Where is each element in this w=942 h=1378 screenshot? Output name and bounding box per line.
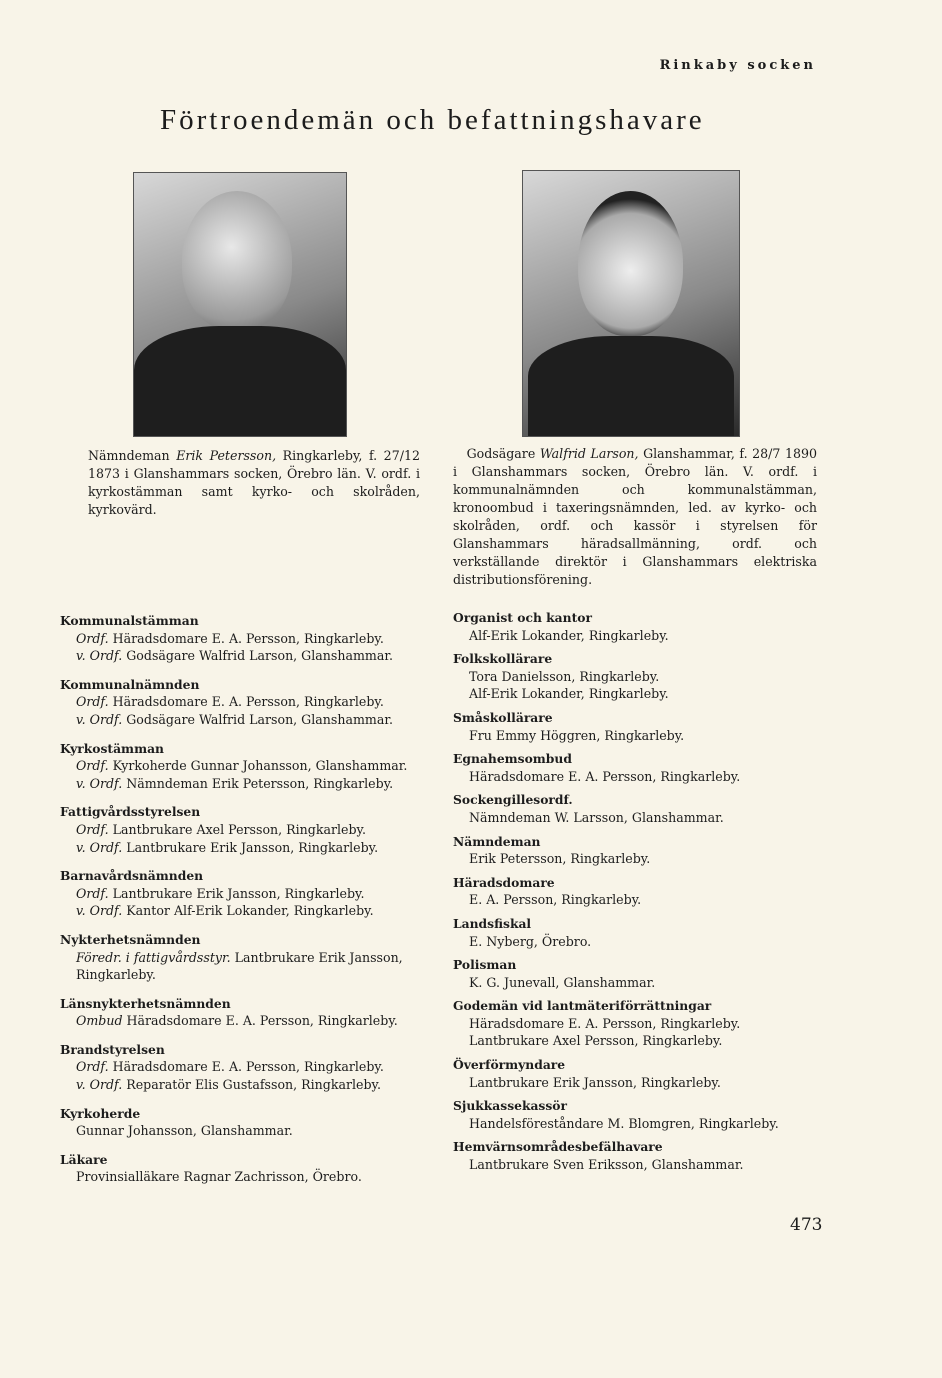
entry: [453, 809, 813, 827]
entry-text: Fru Emmy Höggren, Ringkarleby.: [469, 727, 685, 743]
entry: [453, 1015, 813, 1033]
section-heading: Egnahemsombud: [453, 751, 572, 767]
entry-text: Häradsdomare E. A. Persson, Ringkarleby.: [469, 768, 741, 784]
section: [60, 676, 428, 729]
section: [60, 995, 428, 1030]
entry-role: Ordf.: [76, 821, 109, 837]
section-heading: Godemän vid lantmäteriförrättningar: [453, 998, 712, 1014]
entry-text: Nämndeman W. Larsson, Glanshammar.: [469, 809, 724, 825]
entry: [60, 757, 428, 775]
entry: [60, 711, 428, 729]
entry-role: v. Ordf.: [76, 903, 123, 919]
section-heading: Kyrkoherde: [60, 1105, 141, 1121]
section-heading: Häradsdomare: [453, 874, 555, 890]
page-title: Förtroendemän och befattningshavare: [160, 104, 705, 136]
entry: [453, 727, 813, 745]
section: [60, 803, 428, 856]
section-heading: Läkare: [60, 1151, 108, 1167]
section: [60, 612, 428, 665]
section: [453, 915, 813, 950]
entry-text: Tora Danielsson, Ringkarleby.: [469, 668, 660, 684]
right-column-list: [453, 609, 813, 1180]
entry-text: Alf-Erik Lokander, Ringkarleby.: [469, 686, 669, 702]
entry-role: Ordf.: [76, 694, 109, 710]
entry-text: K. G. Junevall, Glanshammar.: [469, 974, 656, 990]
entry-role: v. Ordf.: [76, 1077, 123, 1093]
section-heading: Organist och kantor: [453, 610, 592, 625]
section: [453, 750, 813, 785]
section-heading: Småskollärare: [453, 709, 553, 725]
section: [453, 1097, 813, 1132]
entry: [453, 891, 813, 909]
entry-text: Lantbrukare Axel Persson, Ringkarleby.: [469, 1033, 723, 1049]
section: [453, 997, 813, 1050]
entry: [60, 630, 428, 648]
entry: [60, 821, 428, 839]
entry: [453, 668, 813, 686]
section: [60, 740, 428, 793]
section-heading: Fattigvårdsstyrelsen: [60, 804, 201, 820]
portrait-photo-walfrid-larson: [522, 170, 740, 437]
entry-text: Häradsdomare E. A. Persson, Ringkarleby.: [126, 1013, 398, 1029]
entry-text: Godsägare Walfrid Larson, Glanshammar.: [126, 711, 394, 727]
entry-text: E. A. Persson, Ringkarleby.: [469, 892, 642, 908]
section: [453, 874, 813, 909]
entry-text: Lantbrukare Erik Jansson, Ringkarleby.: [76, 949, 403, 983]
entry: [453, 1074, 813, 1092]
entry: [453, 685, 813, 703]
section-heading: Överförmyndare: [453, 1057, 566, 1073]
entry-role: Ordf.: [76, 758, 109, 774]
entry-text: Kyrkoherde Gunnar Johansson, Glanshammar.: [112, 758, 408, 774]
entry: [60, 1168, 428, 1186]
section: [60, 931, 428, 984]
section-heading: Folkskollärare: [453, 651, 553, 667]
section-heading: Polisman: [453, 957, 517, 973]
section: [60, 1041, 428, 1094]
section-heading: Nämndeman: [453, 833, 541, 849]
entry-role: v. Ordf.: [76, 711, 123, 727]
entry: [60, 885, 428, 903]
entry: [60, 1122, 428, 1140]
entry: [60, 1012, 428, 1030]
entry-text: Erik Petersson, Ringkarleby.: [469, 851, 651, 867]
entry-text: Reparatör Elis Gustafsson, Ringkarleby.: [126, 1077, 381, 1093]
entry: [60, 1058, 428, 1076]
section: [60, 1105, 428, 1140]
entry-role: Ordf.: [76, 1059, 109, 1075]
section-heading: Sjukkassekassör: [453, 1098, 567, 1114]
entry-text: Lantbrukare Erik Jansson, Ringkarleby.: [126, 839, 379, 855]
section: [453, 1138, 813, 1173]
entry-role: Ombud: [76, 1013, 123, 1029]
section: [453, 709, 813, 744]
entry: [453, 627, 813, 645]
section: [60, 867, 428, 920]
entry-text: Häradsdomare E. A. Persson, Ringkarleby.: [112, 694, 384, 710]
section: [453, 833, 813, 868]
section-heading: Kyrkostämman: [60, 740, 164, 756]
section: [453, 609, 813, 644]
entry-role: Ordf.: [76, 630, 109, 646]
section-heading: Barnavårdsnämnden: [60, 868, 204, 884]
section-heading: Kommunalstämman: [60, 613, 199, 628]
entry: [453, 1032, 813, 1050]
section: [453, 1056, 813, 1091]
entry: [453, 850, 813, 868]
entry: [60, 693, 428, 711]
entry-text: Häradsdomare E. A. Persson, Ringkarleby.: [469, 1015, 741, 1031]
section-heading: Hemvärnsområdesbefälhavare: [453, 1139, 663, 1155]
entry-text: Lantbrukare Sven Eriksson, Glanshammar.: [469, 1157, 744, 1173]
running-head: Rinkaby socken: [659, 58, 816, 73]
section: [453, 791, 813, 826]
portrait-caption-left: Nämndeman Erik Petersson, Ringkarleby, f. 27/12 1873 i Glanshammars socken, Örebro län. V. ordf. i kyrkostämman samt kyrko- och skolråden, kyrkovärd.: [88, 448, 420, 517]
entry-text: Nämndeman Erik Petersson, Ringkarleby.: [126, 775, 394, 791]
entry-text: Gunnar Johansson, Glanshammar.: [76, 1123, 293, 1139]
entry-text: Lantbrukare Erik Jansson, Ringkarleby.: [112, 885, 365, 901]
section-heading: Nykterhetsnämnden: [60, 931, 201, 947]
entry-text: Alf-Erik Lokander, Ringkarleby.: [469, 627, 669, 643]
section-heading: Brandstyrelsen: [60, 1041, 165, 1057]
portrait-caption-right: Godsägare Walfrid Larson, Glanshammar, f. 28/7 1890 i Glanshammars socken, Örebro län. V. ordf. i kommunalnämnden och kommunalstämman, kronoombud i taxeringsnämnden, led. av kyrko- och skolråden, ordf. och kassör i styrelsen för Glanshammars häradsallmänning, ordf. och verkställande direktör i Glanshammars elektriska distributionsförening.: [453, 446, 817, 587]
entry-text: Lantbrukare Axel Persson, Ringkarleby.: [112, 821, 366, 837]
entry-text: Lantbrukare Erik Jansson, Ringkarleby.: [469, 1074, 721, 1090]
entry-role: v. Ordf.: [76, 648, 123, 664]
entry-text: Godsägare Walfrid Larson, Glanshammar.: [126, 648, 394, 664]
section: [60, 1151, 428, 1186]
entry-text: Häradsdomare E. A. Persson, Ringkarleby.: [112, 630, 384, 646]
entry: [60, 839, 428, 857]
section-heading: Länsnykterhetsnämnden: [60, 995, 231, 1011]
entry-role: Föredr. i fattigvårdsstyr.: [76, 949, 231, 965]
entry-text: E. Nyberg, Örebro.: [469, 933, 592, 949]
entry-text: Kantor Alf-Erik Lokander, Ringkarleby.: [126, 903, 374, 919]
entry-text: Häradsdomare E. A. Persson, Ringkarleby.: [112, 1059, 384, 1075]
entry: [453, 1156, 813, 1174]
entry: [60, 647, 428, 665]
entry: [60, 949, 428, 984]
entry: [60, 902, 428, 920]
entry: [60, 1076, 428, 1094]
entry: [60, 775, 428, 793]
entry-text: Provinsialläkare Ragnar Zachrisson, Örebro.: [76, 1169, 362, 1185]
entry: [453, 974, 813, 992]
section: [453, 650, 813, 703]
entry: [453, 933, 813, 951]
entry: [453, 1115, 813, 1133]
left-column-list: [60, 612, 428, 1197]
entry: [453, 768, 813, 786]
entry-role: Ordf.: [76, 885, 109, 901]
page-number: 473: [790, 1215, 823, 1235]
portrait-photo-erik-petersson: [133, 172, 347, 437]
section-heading: Landsfiskal: [453, 915, 532, 931]
section-heading: Kommunalnämnden: [60, 676, 200, 692]
entry-role: v. Ordf.: [76, 839, 123, 855]
section-heading: Sockengillesordf.: [453, 792, 573, 808]
section: [453, 956, 813, 991]
entry-role: v. Ordf.: [76, 775, 123, 791]
entry-text: Handelsföreståndare M. Blomgren, Ringkarleby.: [469, 1115, 779, 1131]
